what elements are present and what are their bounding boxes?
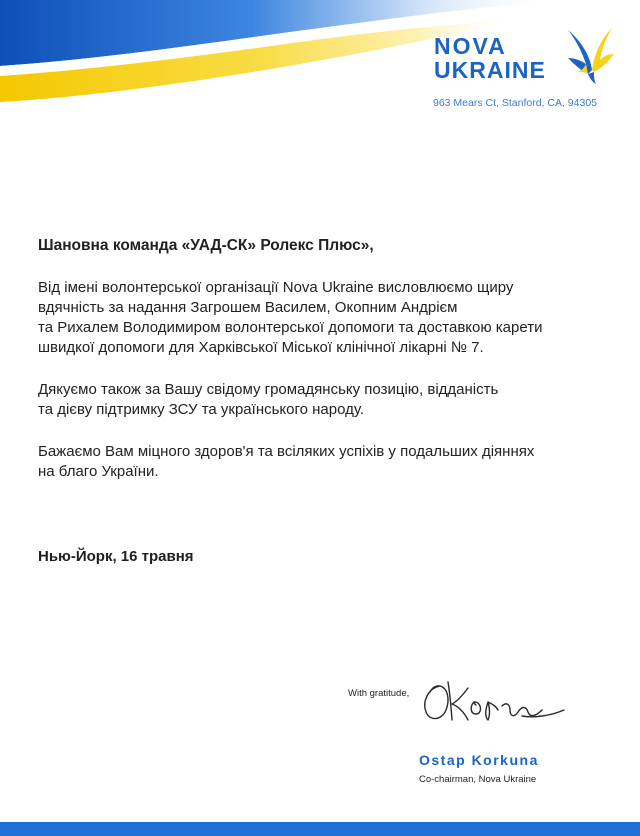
- closing-phrase: With gratitude,: [348, 688, 410, 699]
- paragraph-line: та дієву підтримку ЗСУ та українського народу.: [38, 401, 365, 418]
- handwritten-signature: [418, 672, 568, 728]
- signer-name: Ostap Korkuna: [419, 752, 539, 768]
- paragraph-line: Від імені волонтерської організації Nova Ukraine висловлюємо щиру: [38, 279, 514, 296]
- dove-bird-icon: [562, 26, 616, 86]
- logo-line-ukraine: UKRAINE: [434, 57, 546, 83]
- organization-address: 963 Mears Ct, Stanford, CA, 94305: [433, 97, 598, 109]
- paragraph-line: Бажаємо Вам міцного здоров'я та всіляких успіхів у подальших діяннях: [38, 443, 535, 460]
- logo-line-nova: NOVA: [434, 33, 507, 59]
- place-and-date: Нью-Йорк, 16 травня: [38, 548, 194, 565]
- paragraph: [38, 278, 608, 358]
- letter-body: [38, 236, 608, 504]
- paragraph: [38, 442, 608, 482]
- salutation: Шановна команда «УАД-СК» Ролекс Плюс»,: [38, 237, 374, 254]
- nova-ukraine-logo: [430, 26, 620, 98]
- paragraph-line: швидкої допомоги для Харківської Міської клінічної лікарні № 7.: [38, 339, 484, 356]
- logo-wordmark: [434, 34, 546, 82]
- paragraph-line: та Рихалем Володимиром волонтерської допомоги та доставкою карети: [38, 319, 543, 336]
- paragraph-line: на благо України.: [38, 463, 159, 480]
- paragraph-line: вдячність за надання Загрошем Василем, Окопним Андрієм: [38, 299, 458, 316]
- paragraph: [38, 380, 608, 420]
- signer-title: Co-chairman, Nova Ukraine: [419, 774, 537, 785]
- footer-bar: [0, 822, 640, 836]
- paragraph-line: Дякуємо також за Вашу свідому громадянську позицію, відданість: [38, 381, 499, 398]
